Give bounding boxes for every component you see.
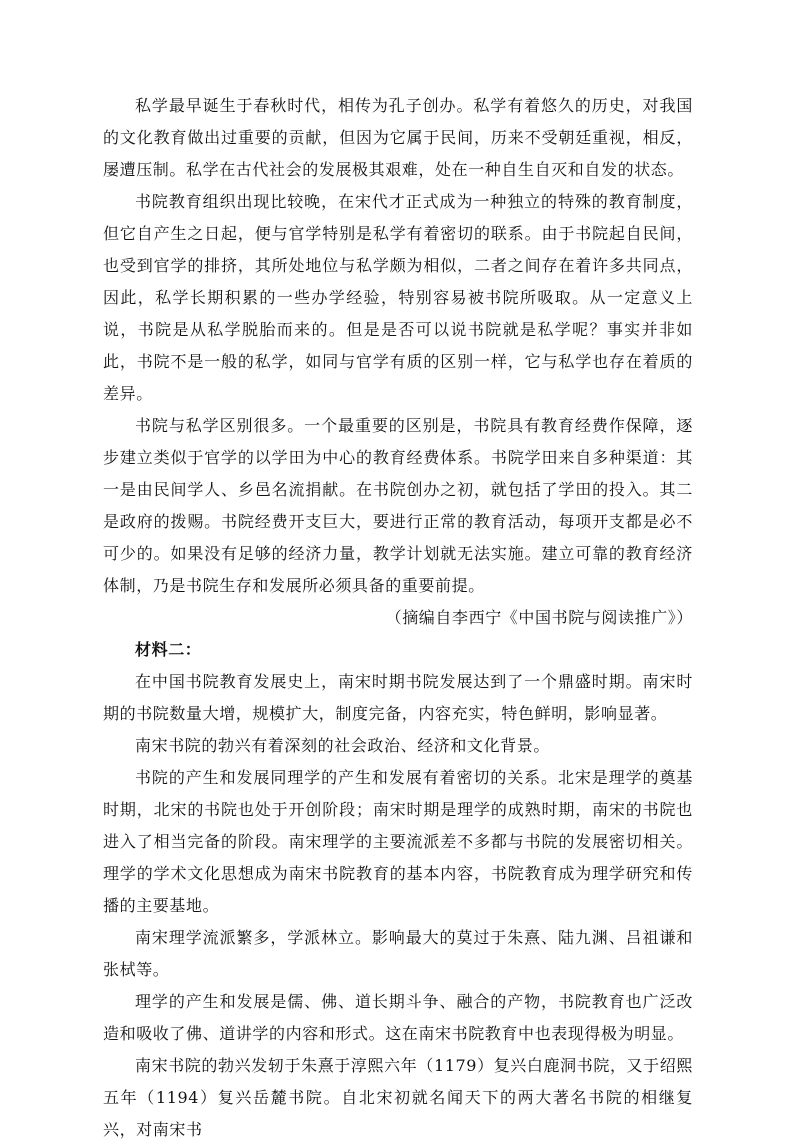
source-citation: （摘编自李西宁《中国书院与阅读推广》） xyxy=(385,608,693,627)
paragraph-buddhism-taoism: 理学的产生和发展是儒、佛、道长期斗争、融合的产物，书院教育也广泛改造和吸收了佛、道讲学的内容和形式。这在南宋书院教育中也表现得极为明显。 xyxy=(103,992,693,1043)
paragraph-private-school-history: 私学最早诞生于春秋时代，相传为孔子创办。私学有着悠久的历史，对我国的文化教育做出过重要的贡献，但因为它属于民间，历来不受朝廷重视，相反，屡遭压制。私学在古代社会的发展极其艰难，处在一种自生自灭和自发的状态。 xyxy=(103,96,693,179)
document-body xyxy=(103,90,693,1146)
paragraph-academy-funding: 书院与私学区别很多。一个最重要的区别是，书院具有教育经费作保障，逐步建立类似于官学的以学田为中心的教育经费体系。书院学田来自多种渠道：其一是由民间学人、乡邑名流捐献。在书院创办之初，就包括了学田的投入。其二是政府的拨赐。书院经费开支巨大，要进行正常的教育活动，每项开支都是必不可少的。如果没有足够的经济力量，教学计划就无法实施。建立可靠的教育经济体制，乃是书院生存和发展所必须具备的重要前提。 xyxy=(103,416,693,595)
paragraph-southern-song-peak: 在中国书院教育发展史上，南宋时期书院发展达到了一个鼎盛时期。南宋时期的书院数量大增，规模扩大，制度完备，内容充实，特色鲜明，影响显著。 xyxy=(103,672,693,723)
paragraph-academy-origins: 书院教育组织出现比较晚，在宋代才正式成为一种独立的特殊的教育制度，但它自产生之日起，便与官学特别是私学有着密切的联系。由于书院起自民间，也受到官学的排挤，其所处地位与私学颇为相似，二者之间存在着许多共同点，因此，私学长期积累的一些办学经验，特别容易被书院所吸取。从一定意义上说，书院是从私学脱胎而来的。但是是否可以说书院就是私学呢？事实并非如此，书院不是一般的私学，如同与官学有质的区别一样，它与私学也存在着质的差异。 xyxy=(103,192,693,403)
paragraph-background: 南宋书院的勃兴有着深刻的社会政治、经济和文化背景。 xyxy=(135,736,551,755)
paragraph-neo-confucianism: 书院的产生和发展同理学的产生和发展有着密切的关系。北宋是理学的奠基时期，北宋的书院也处于开创阶段；南宋时期是理学的成熟时期，南宋的书院也进入了相当完备的阶段。南宋理学的主要流派差不多都与书院的发展密切相关。理学的学术文化思想成为南宋书院教育的基本内容，书院教育成为理学研究和传播的主要基地。 xyxy=(103,768,693,915)
material-two-heading: 材料二： xyxy=(135,640,202,659)
paragraph-revival: 南宋书院的勃兴发轫于朱熹于淳熙六年（1179）复兴白鹿洞书院，又于绍熙五年（1194）复兴岳麓书院。自北宋初就名闻天下的两大著名书院的相继复兴，对南宋书 xyxy=(103,1056,693,1139)
paragraph-schools-of-thought: 南宋理学流派繁多，学派林立。影响最大的莫过于朱熹、陆九渊、吕祖谦和张栻等。 xyxy=(103,928,693,979)
